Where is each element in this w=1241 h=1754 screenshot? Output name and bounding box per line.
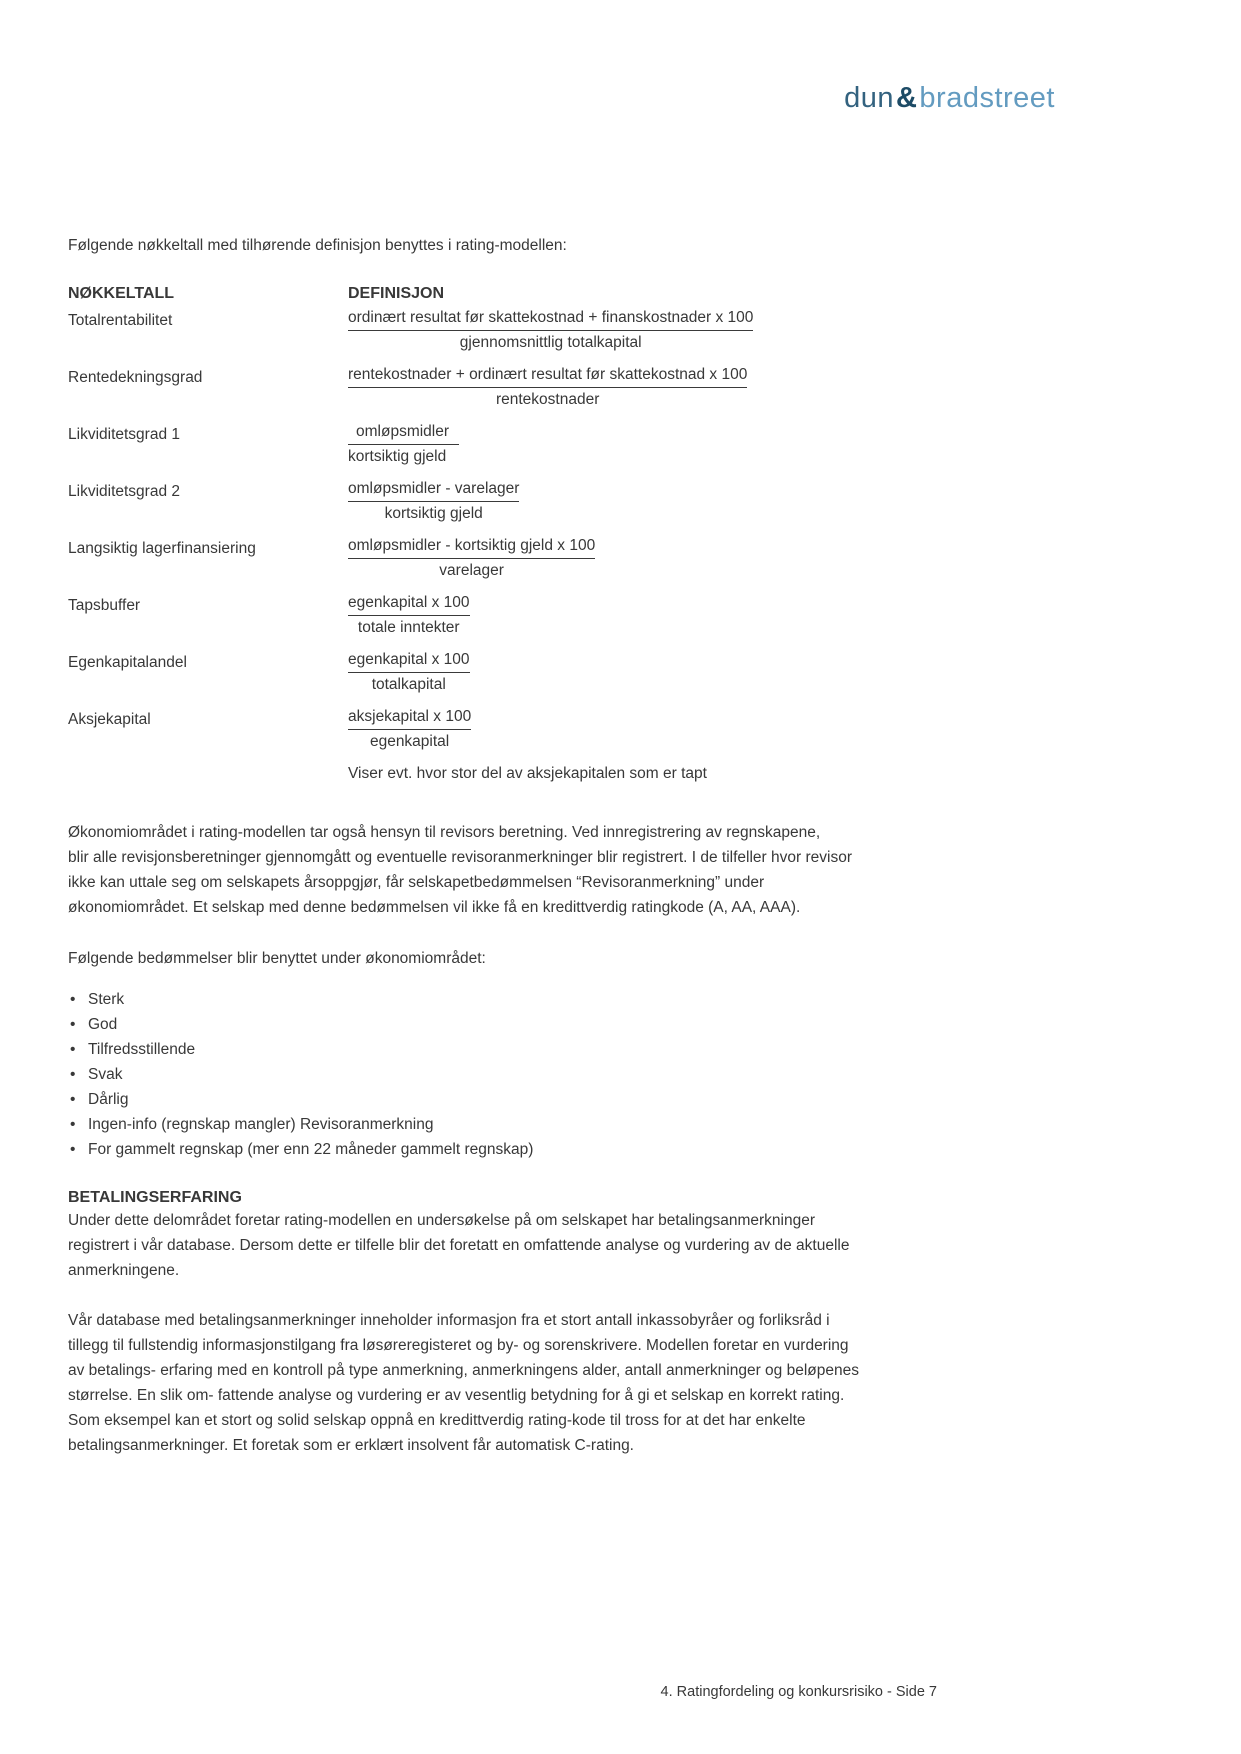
page-footer: 4. Ratingfordeling og konkursrisiko - Side 7	[660, 1684, 937, 1700]
paragraph-line: anmerkningene.	[68, 1261, 180, 1279]
table-row	[68, 306, 920, 354]
table-row	[68, 534, 920, 582]
table-row	[68, 363, 920, 411]
fraction	[348, 534, 595, 582]
table-row	[68, 705, 920, 753]
list-item-label: Tilfredsstillende	[88, 1040, 196, 1058]
list-item	[68, 1112, 920, 1137]
bullet-icon: •	[70, 1115, 76, 1133]
fraction-denominator: totalkapital	[371, 676, 446, 693]
aksjekapital-note: Viser evt. hvor stor del av aksjekapitalen som er tapt	[348, 765, 707, 782]
row-definition	[348, 363, 747, 411]
fraction	[348, 306, 753, 354]
bullet-icon: •	[70, 1040, 76, 1058]
header-nokkeltall: NØKKELTALL	[68, 285, 175, 302]
fraction	[348, 363, 747, 411]
paragraph-line: Under dette delområdet foretar rating-modellen en undersøkelse på om selskapet har betalingsanmerkninger	[68, 1211, 815, 1229]
document-body	[68, 0, 920, 1458]
bullet-icon: •	[70, 1015, 76, 1033]
key-figures-table	[68, 282, 920, 785]
paragraph-line: av betalings- erfaring med en kontroll på type anmerkning, anmerkningens alder, antall anmerkninger og beløpenes	[68, 1361, 859, 1379]
header-definisjon: DEFINISJON	[348, 285, 445, 302]
paragraph-line: blir alle revisjonsberetninger gjennomgått og eventuelle revisoranmerkninger blir registrert. I de tilfeller hvor revisor	[68, 849, 852, 866]
table-row	[68, 648, 920, 696]
fraction	[348, 420, 459, 468]
bullet-icon: •	[70, 1065, 76, 1083]
fraction-numerator: rentekostnader + ordinært resultat før skattekostnad x 100	[348, 363, 747, 388]
paragraph-line: ikke kan uttale seg om selskapets årsoppgjør, får selskapetbedømmelsen “Revisoranmerkning” under	[68, 874, 765, 891]
paragraph-line: registrert i vår database. Dersom dette er tilfelle blir det foretatt en omfattende analyse og vurdering av de aktuelle	[68, 1236, 850, 1254]
list-item-label: For gammelt regnskap (mer enn 22 måneder gammelt regnskap)	[88, 1140, 534, 1158]
list-item	[68, 1037, 920, 1062]
fraction	[348, 648, 470, 696]
betalingserfaring-heading: BETALINGSERFARING	[68, 1188, 242, 1206]
logo-bradstreet-text: bradstreet	[919, 82, 1055, 114]
list-item-label: Ingen-info (regnskap mangler) Revisoranmerkning	[88, 1115, 434, 1133]
row-label: Tapsbuffer	[68, 597, 141, 614]
fraction	[348, 477, 519, 525]
bullet-icon: •	[70, 1140, 76, 1158]
assessments-heading: Følgende bedømmelser blir benyttet under økonomiområdet:	[68, 950, 486, 967]
bullet-icon: •	[70, 1090, 76, 1108]
row-label: Aksjekapital	[68, 711, 151, 728]
paragraph-line: Økonomiområdet i rating-modellen tar også hensyn til revisors beretning. Ved innregistrering av regnskapene,	[68, 824, 821, 841]
row-label: Totalrentabilitet	[68, 312, 173, 329]
fraction-numerator: egenkapital x 100	[348, 591, 470, 616]
fraction-numerator: omløpsmidler - kortsiktig gjeld x 100	[348, 534, 595, 559]
row-definition	[348, 705, 471, 753]
fraction	[348, 591, 470, 639]
list-item	[68, 1012, 920, 1037]
fraction-numerator: omløpsmidler	[348, 420, 459, 445]
bullet-icon: •	[70, 990, 76, 1008]
table-header-row	[68, 282, 920, 306]
fraction-denominator: gjennomsnittlig totalkapital	[459, 334, 642, 351]
row-definition	[348, 477, 519, 525]
list-item	[68, 1062, 920, 1087]
table-row	[68, 477, 920, 525]
fraction-denominator: kortsiktig gjeld	[348, 448, 447, 465]
logo-dun-text: dun	[844, 82, 894, 114]
row-label: Egenkapitalandel	[68, 654, 187, 671]
list-item-label: Svak	[88, 1065, 123, 1083]
row-label: Likviditetsgrad 1	[68, 426, 181, 443]
table-row	[68, 591, 920, 639]
paragraph-line: Vår database med betalingsanmerkninger inneholder informasjon fra et stort antall inkassobyråer og forliksråd i	[68, 1311, 830, 1329]
row-definition	[348, 420, 459, 468]
fraction	[348, 705, 471, 753]
paragraph-line: Som eksempel kan et stort og solid selskap oppnå en kredittverdig rating-kode til tross for at det har enkelte	[68, 1411, 806, 1429]
row-definition	[348, 534, 595, 582]
betalingserfaring-paragraph-1	[68, 1208, 920, 1283]
list-item	[68, 1087, 920, 1112]
row-label: Rentedekningsgrad	[68, 369, 203, 386]
betalingserfaring-paragraph-2	[68, 1308, 920, 1458]
logo-ampersand-icon: &	[895, 82, 918, 114]
row-label: Likviditetsgrad 2	[68, 483, 181, 500]
intro-text: Følgende nøkkeltall med tilhørende definisjon benyttes i rating-modellen:	[68, 237, 567, 254]
paragraph-line: betalingsanmerkninger. Et foretak som er erklært insolvent får automatisk C-rating.	[68, 1436, 634, 1454]
fraction-numerator: aksjekapital x 100	[348, 705, 471, 730]
fraction-numerator: omløpsmidler - varelager	[348, 477, 519, 502]
table-row	[68, 420, 920, 468]
fraction-denominator: varelager	[439, 562, 504, 579]
fraction-denominator: egenkapital	[369, 733, 450, 750]
list-item-label: Sterk	[88, 990, 125, 1008]
economy-paragraph	[68, 820, 920, 920]
fraction-numerator: egenkapital x 100	[348, 648, 470, 673]
row-definition	[348, 591, 470, 639]
fraction-denominator: rentekostnader	[495, 391, 600, 408]
paragraph-line: økonomiområdet. Et selskap med denne bedømmelsen vil ikke få en kredittverdig ratingkode (A, AA, AAA).	[68, 899, 801, 916]
paragraph-line: størrelse. En slik om- fattende analyse og vurdering er av vesentlig betydning for å gi et selskap en korrekt rating.	[68, 1386, 845, 1404]
list-item	[68, 987, 920, 1012]
row-label: Langsiktig lagerfinansiering	[68, 540, 256, 557]
row-definition	[348, 648, 470, 696]
list-item-label: Dårlig	[88, 1090, 129, 1108]
list-item-label: God	[88, 1015, 118, 1033]
fraction-numerator: ordinært resultat før skattekostnad + finanskostnader x 100	[348, 306, 753, 331]
row-definition	[348, 306, 753, 354]
fraction-denominator: kortsiktig gjeld	[384, 505, 483, 522]
assessments-list	[68, 987, 920, 1162]
paragraph-line: tillegg til fullstendig informasjonstilgang fra løsøreregisteret og by- og sorenskrivere. Modellen foretar en vurdering	[68, 1336, 849, 1354]
fraction-denominator: totale inntekter	[357, 619, 460, 636]
list-item	[68, 1137, 920, 1162]
